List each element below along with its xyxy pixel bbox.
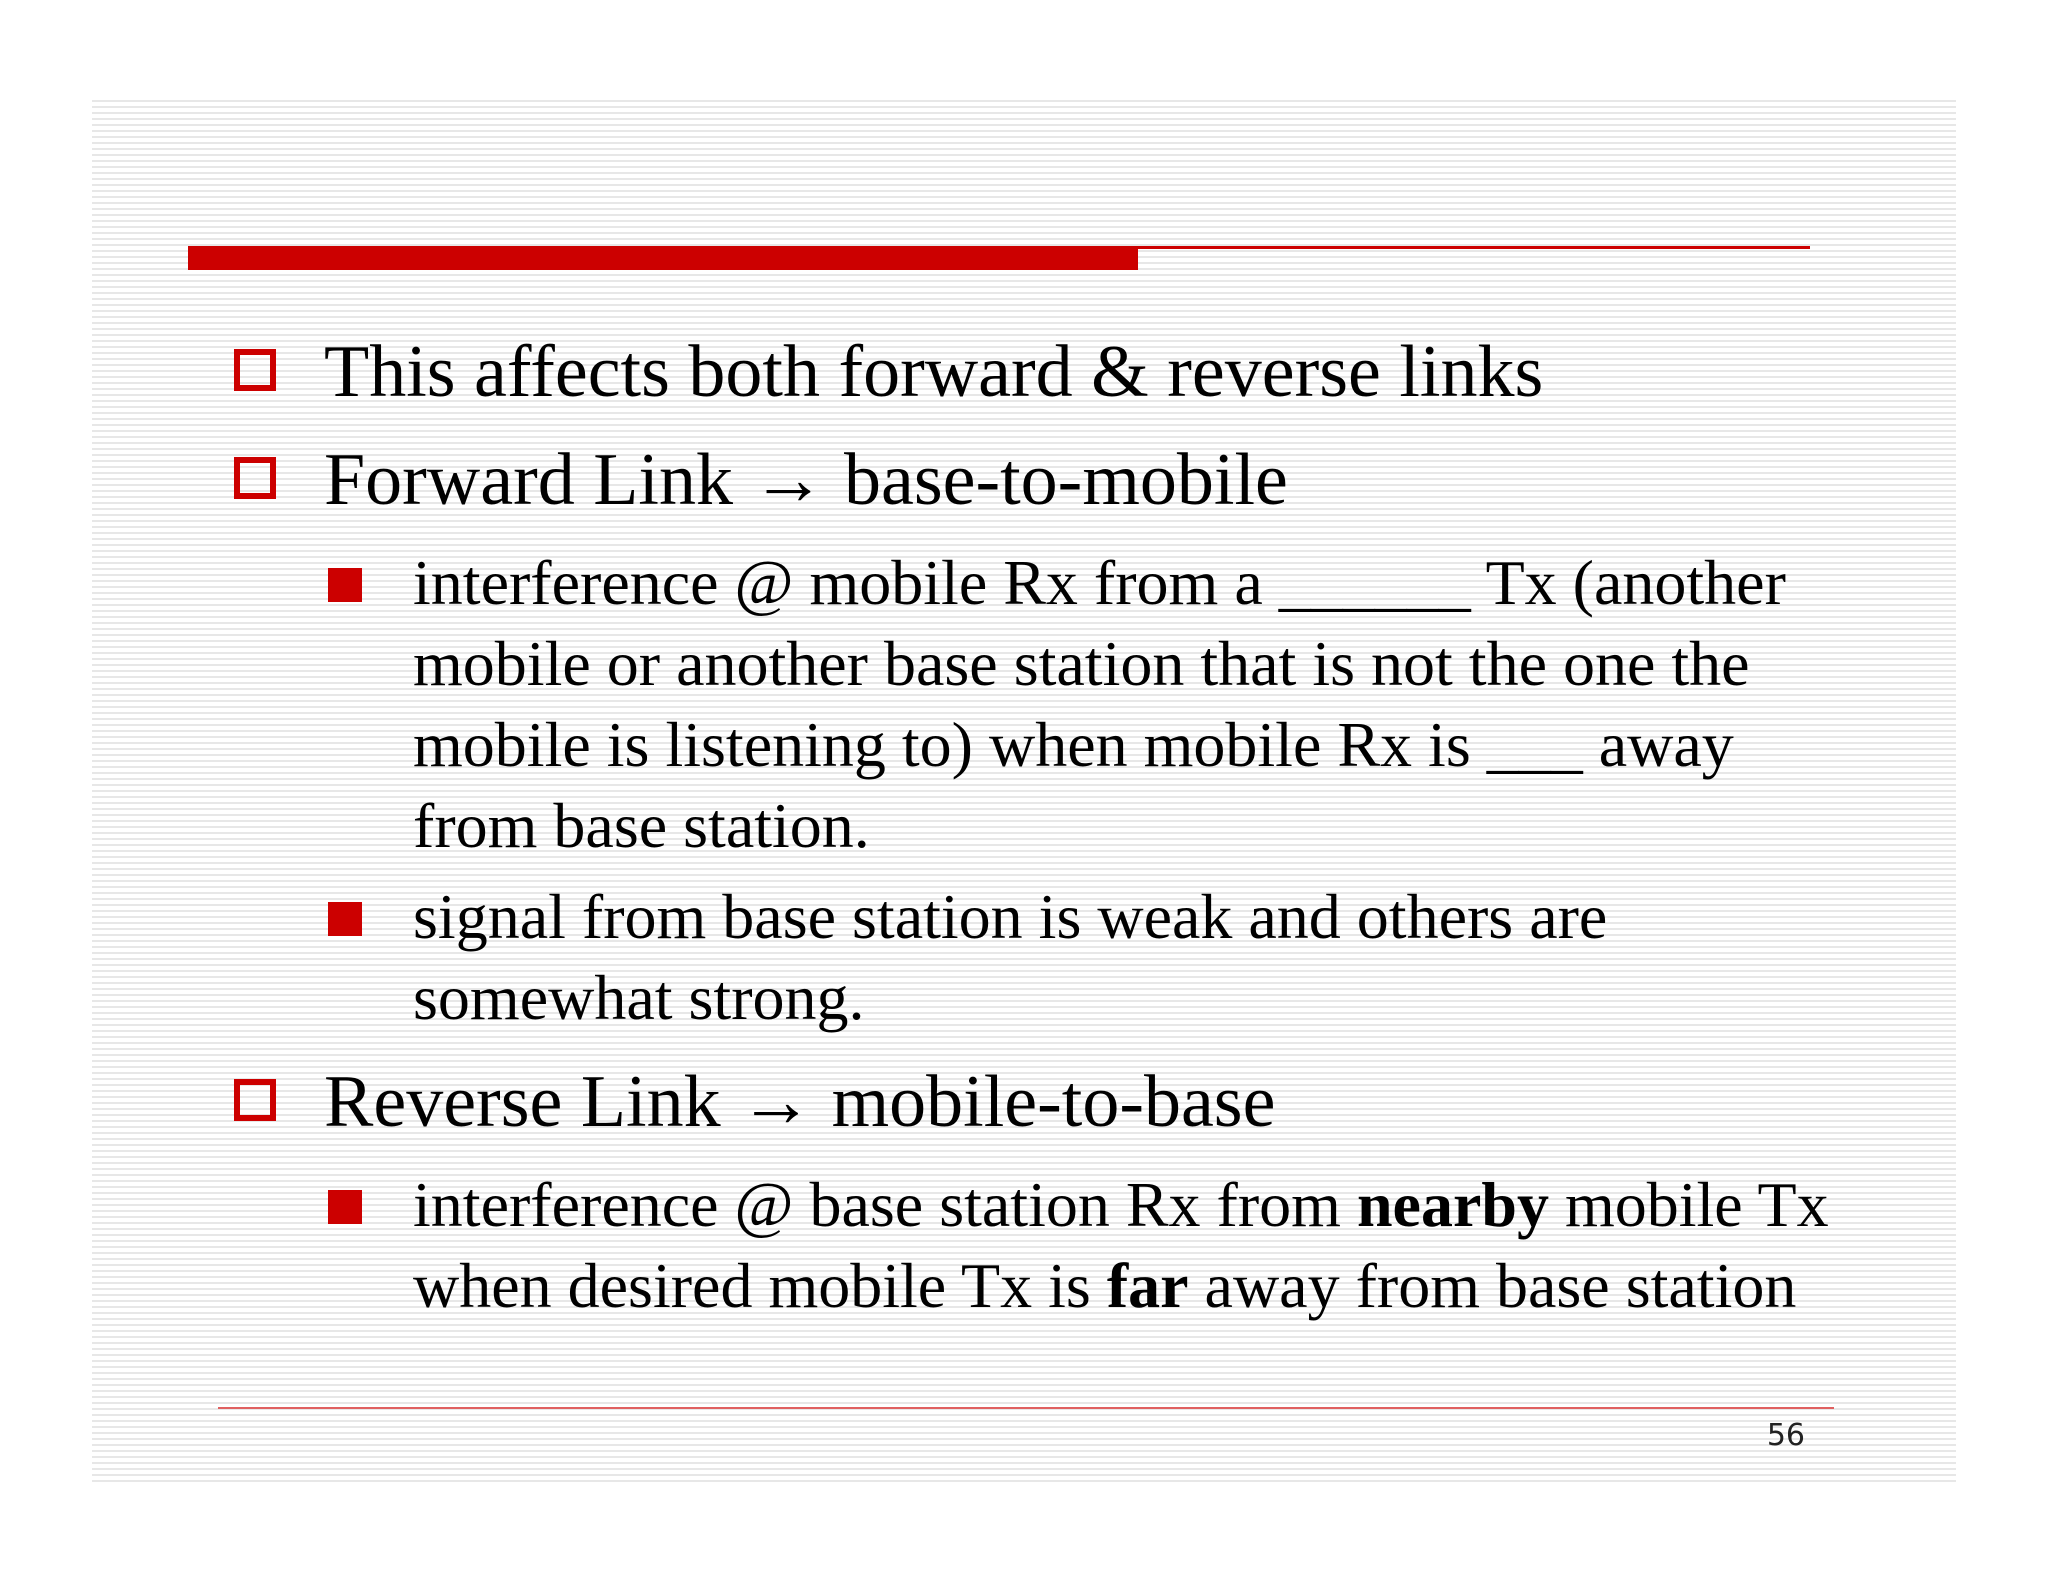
filled-square-bullet-icon <box>328 568 362 602</box>
bullet-3-text: Reverse Link → mobile-to-base <box>324 1061 1276 1143</box>
page-number: 56 <box>1766 1418 1805 1453</box>
hollow-square-bullet-icon <box>234 1079 276 1121</box>
emphasis-nearby: nearby <box>1356 1169 1549 1240</box>
bullet-2-text: Forward Link → base-to-mobile <box>324 439 1288 521</box>
title-accent-bar <box>188 246 1138 270</box>
bullet-1 <box>232 318 1852 426</box>
text-segment: mobile Tx when desired mobile Tx is <box>413 1169 1829 1321</box>
bullet-3-sub-1 <box>232 1164 1852 1326</box>
text-segment: away from base station <box>1188 1250 1797 1321</box>
bullet-2-sub-1 <box>232 542 1852 866</box>
slide-content <box>232 318 1852 1336</box>
filled-square-bullet-icon <box>328 1190 362 1224</box>
bullet-2-sub-2-text: signal from base station is weak and others are somewhat strong. <box>413 881 1608 1033</box>
hollow-square-bullet-icon <box>234 457 276 499</box>
text-segment: interference @ base station Rx from <box>413 1169 1357 1240</box>
bullet-2 <box>232 426 1852 534</box>
bullet-2-sub-2 <box>232 876 1852 1038</box>
bullet-2-sub-1-text: interference @ mobile Rx from a ______ Tx (another mobile or another base station that is not the one the mobile is listening to) when mobile Rx is ___ away from base station. <box>413 547 1786 861</box>
footer-divider <box>218 1407 1834 1409</box>
title-accent-line <box>1138 246 1810 249</box>
bullet-3-sub-1-text <box>413 1169 1829 1321</box>
hollow-square-bullet-icon <box>234 349 276 391</box>
emphasis-far: far <box>1106 1250 1189 1321</box>
bullet-1-text: This affects both forward & reverse links <box>324 331 1544 413</box>
filled-square-bullet-icon <box>328 902 362 936</box>
bullet-3 <box>232 1048 1852 1156</box>
